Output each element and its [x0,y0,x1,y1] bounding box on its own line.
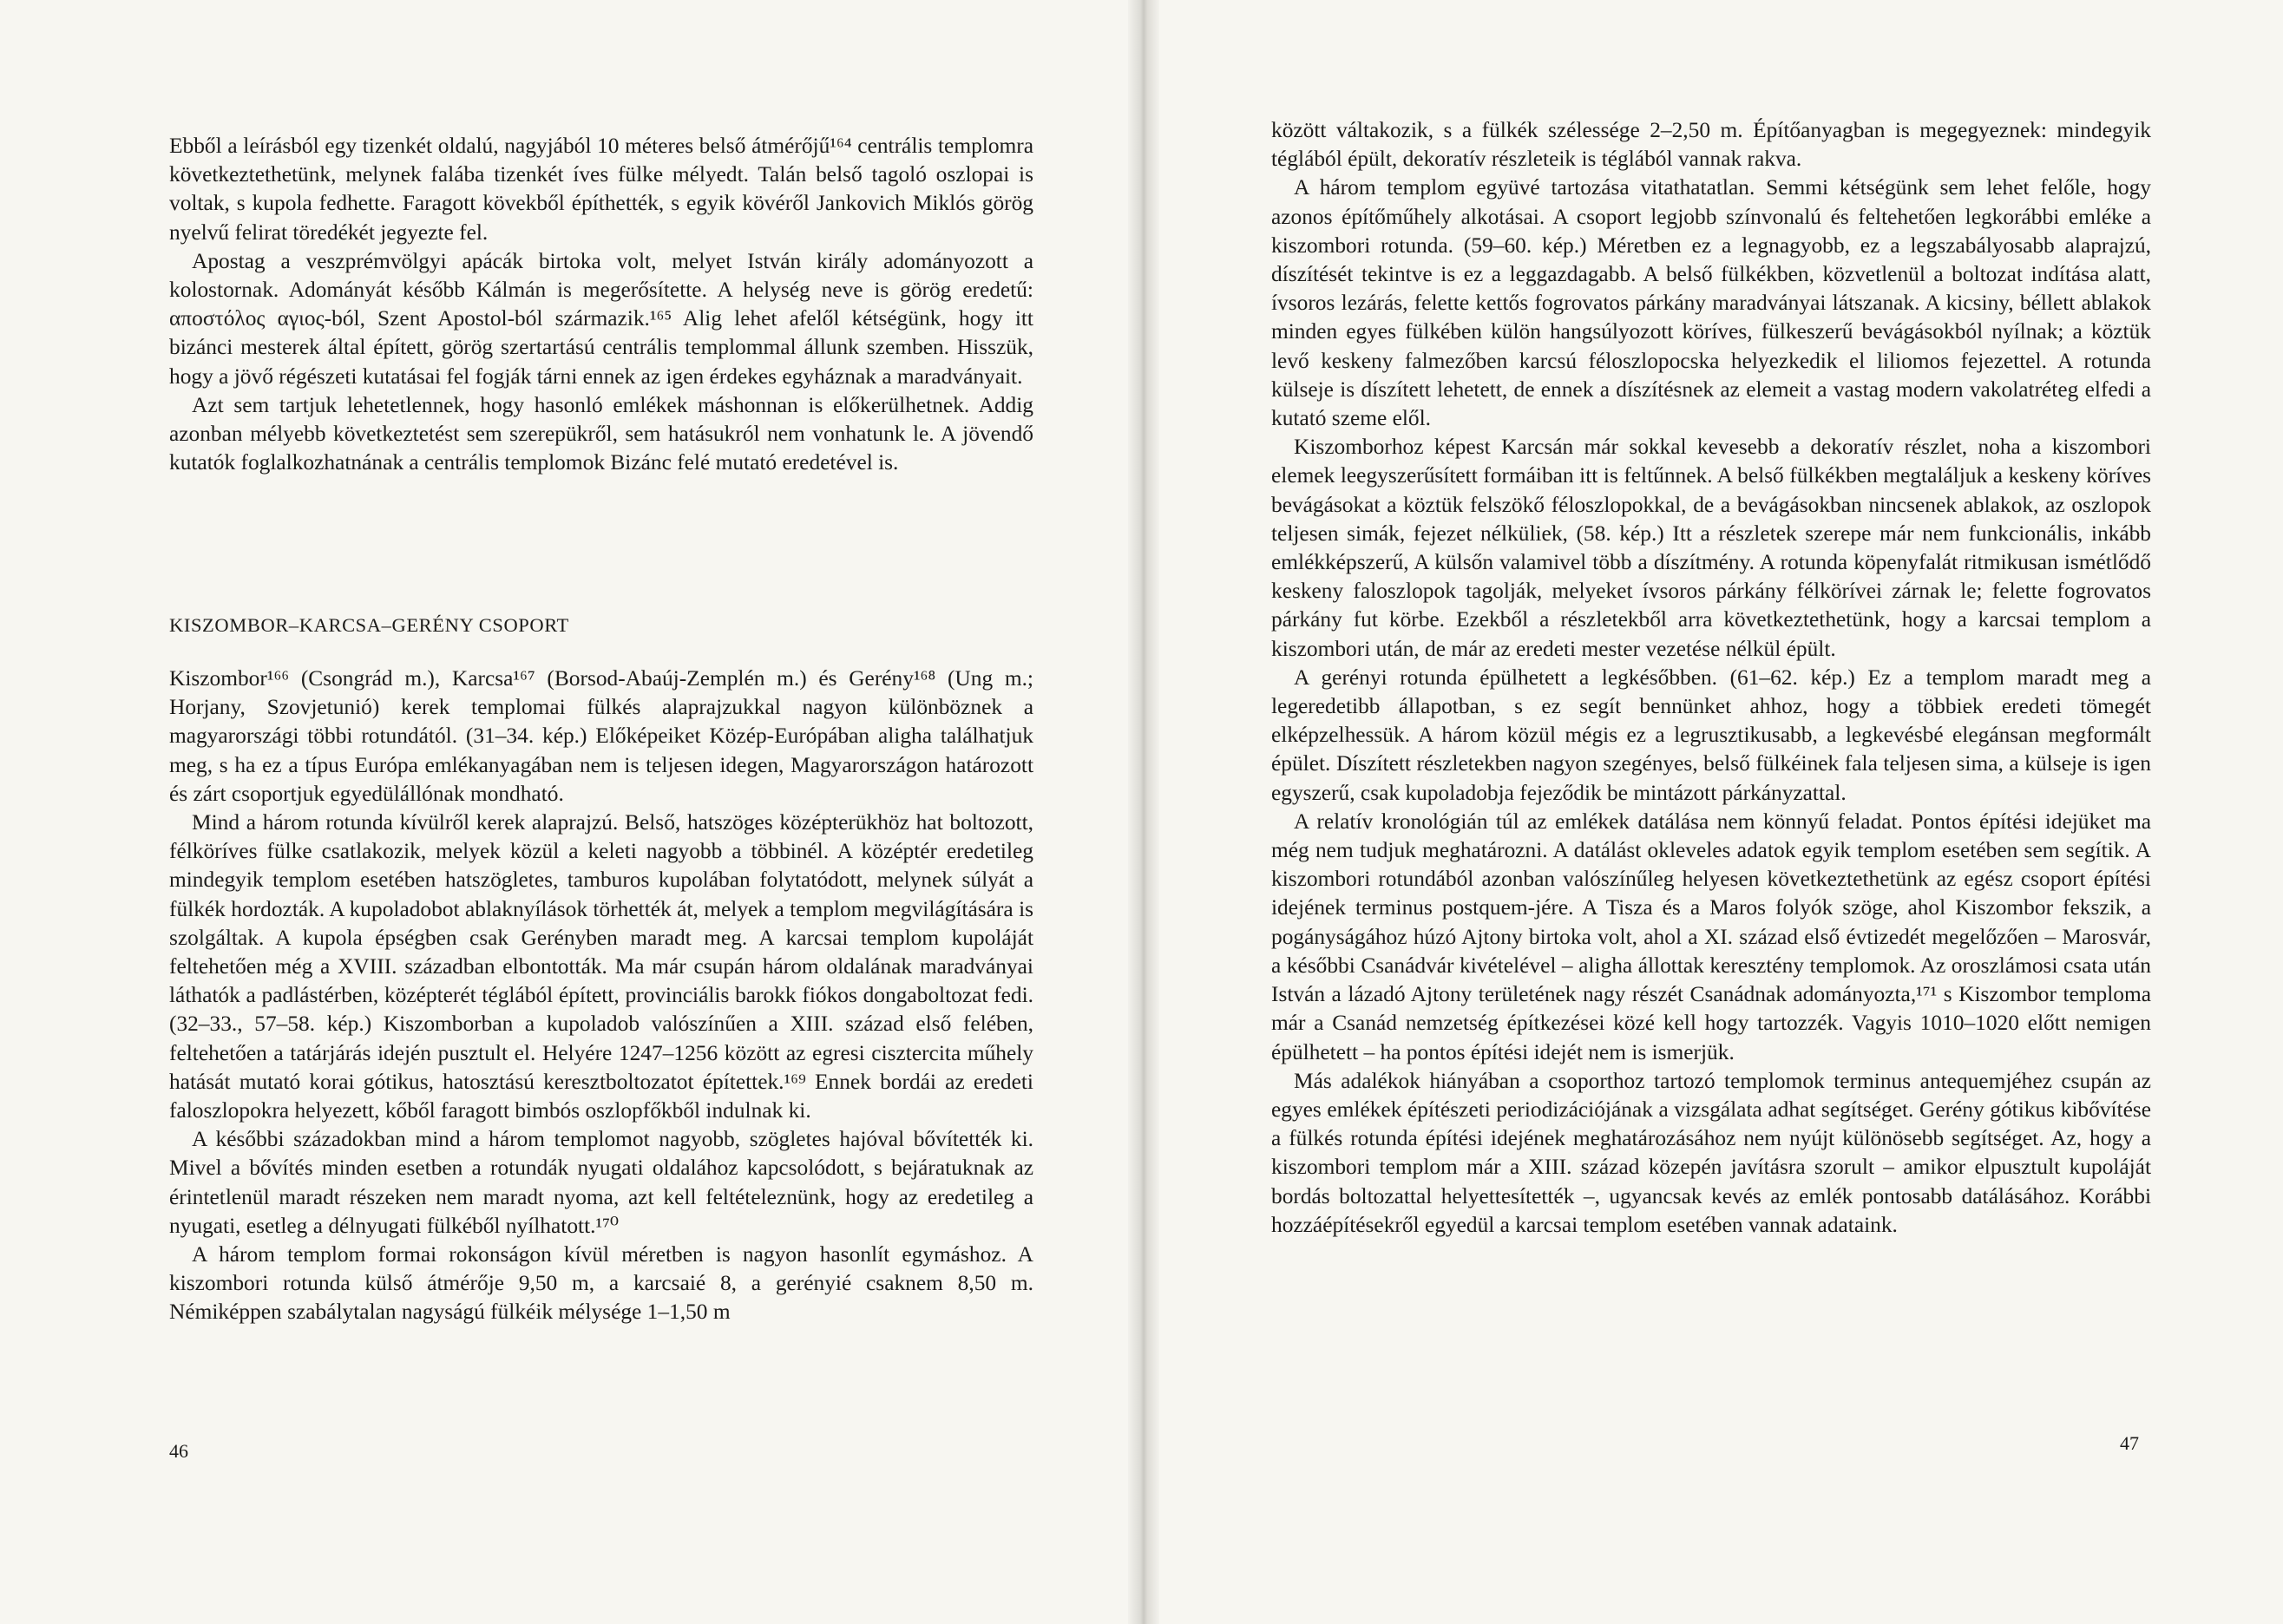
page-number-left: 46 [169,1440,188,1462]
paragraph: között váltakozik, s a fülkék szélessége 2–2,50 m. Építőanyagban is megegyeznek: mindegyik téglából épült, dekoratív részleteik is téglából vannak rakva. [1271,118,2151,172]
page-number-right: 47 [2120,1432,2139,1454]
paragraph: A három templom formai rokonságon kívül méretben is nagyon hasonlít egymáshoz. A kiszombori rotunda külső átmérője 9,50 m, a karcsaié 8, a gerényié csaknem 8,50 m. Némiképpen szabálytalan nagyságú fülkéik mélysége 1–1,50 m [169,1242,1033,1325]
paragraph: Mind a három rotunda kívülről kerek alaprajzú. Belső, hatszöges középterükhöz hat boltozott, félköríves fülke csatlakozik, melyek közül a keleti nagyobb a többinél. A középtér eredetileg mindegyik templom esetében hatszögletes, tamburos kupolában folytatódott, melynek súlyát a fülkék hordozták. A kupoladobot ablaknyílások törhették át, melyek a templom megvilágítására is szolgáltak. A kupola épségben csak Gerényben maradt meg. A karcsai templom kupoláját feltehetően még a XVIII. században elbontották. Ma már csupán három oldalának maradványai láthatók a padlástérben, középterét téglából épített, provinciális barokk fiókos dongaboltozat fedi. (32–33., 57–58. kép.) Kiszomborban a kupoladob valószínűen a XIII. század első felében, feltehetően a tatárjárás idején pusztult el. Helyére 1247–1256 között az egresi cisztercita műhely hatását mutató korai gótikus, hatosztású keresztboltozatot építettek.¹⁶⁹ Ennek bordái az eredeti faloszlopokra helyezett, kőből faragott bimbós oszlopfőkből indulnak ki. [169,810,1033,1123]
paragraph: A későbbi századokban mind a három templomot nagyobb, szögletes hajóval bővítették ki. Mivel a bővítés minden esetben a rotundák nyugati oldalához kapcsolódott, s bejáratuknak az érintetlenül maradt részeken nem maradt nyoma, azt kell feltételeznünk, hogy az eredetileg a nyugati, esetleg a délnyugati fülkéből nyílhatott.¹⁷⁰ [169,1127,1033,1238]
paragraph: Más adalékok hiányában a csoporthoz tartozó templomok terminus antequemjéhez csupán az egyes emlékek építészeti periodizációjának a vizsgálata adhat segítséget. Gerény gótikus kibővítése a fülkés rotunda építési idejének meghatározásához nem nyújt különösebb segítséget. Az, hogy a kiszombori templom már a XIII. század közepén javításra szorult – amikor elpusztult kupoláját bordás boltozattal helyettesítették –, ugyancsak kevés az emlék pontosabb datálásához. Korábbi hozzáépítésekről egyedül a karcsai templom esetében vannak adataink. [1271,1068,2151,1237]
paragraph: Apostag a veszprémvölgyi apácák birtoka volt, melyet István király adományozott a kolostornak. Adományát később Kálmán is megerősítette. A helység neve is görög eredetű: αποστόλος αγιος-ból, Szent Apostol-ból származik.¹⁶⁵ Alig lehet afelől kétségünk, hogy itt bizánci mesterek által épített, görög szertartású centrális templommal állunk szemben. Hisszük, hogy a jövő régészeti kutatásai fel fogják tárni ennek az igen érdekes egyháznak a maradványait. [169,248,1033,389]
paragraph: Azt sem tartjuk lehetetlennek, hogy hasonló emlékek máshonnan is előkerülhetnek. Addig azonban mélyebb következtetést sem szerepükről, sem hatásukról nem vonhatunk le. A jövendő kutatók foglalkozhatnának a centrális templomok Bizánc felé mutató eredetével is. [169,392,1033,475]
paragraph: A relatív kronológián túl az emlékek datálása nem könnyű feladat. Pontos építési idejüket ma még nem tudjuk meghatározni. A datálást okleveles adatok egyik templom esetében sem segítik. A kiszombori rotundából azonban valószínűleg helyesen következtethetünk az egész csoport építési idejének terminus postquem-jére. A Tisza és a Maros folyók szöge, ahol Kiszombor fekszik, a pogányságához húzó Ajtony birtoka volt, ahol a XI. század első évtizedét megelőzően – Marosvár, a későbbi Csanádvár kivételével – aligha állottak keresztény templomok. Az oroszlámosi csata után István a lázadó Ajtony területének nagy részét Csanádnak adományozta,¹⁷¹ s Kiszombor temploma már a Csanád nemzetség építkezései közé kell hogy tartozzék. Vagyis 1010–1020 előtt nemigen épülhetett – ha pontos építési idejét nem is ismerjük. [1271,809,2151,1064]
paragraph: Ebből a leírásból egy tizenkét oldalú, nagyjából 10 méteres belső átmérőjű¹⁶⁴ centrális templomra következtethetünk, melynek falába tizenkét íves fülke mélyedt. Talán belső tagoló oszlopai is voltak, s kupola fedhette. Faragott kövekből építhették, s egyik kövéről Jankovich Miklós görög nyelvű felirat töredékét jegyezte fel. [169,134,1033,245]
right-page [1144,0,2283,1624]
section-heading: KISZOMBOR–KARCSA–GERÉNY CSOPORT [169,614,569,636]
left-text-column-top [169,132,1033,477]
left-text-column-bottom [169,665,1033,1327]
right-text-column [1271,116,2151,1240]
paragraph: Kiszombor¹⁶⁶ (Csongrád m.), Karcsa¹⁶⁷ (Borsod-Abaúj-Zemplén m.) és Gerény¹⁶⁸ (Ung m.; Horjany, Szovjetunió) kerek templomai fülkés alaprajzukkal nagyon különböznek a magyarországi többi rotundától. (31–34. kép.) Előképeiket Közép-Európában aligha találhatjuk meg, s ha ez a típus Európa emlékanyagában nem is teljesen idegen, Magyarországon határozott és zárt csoportjuk egyedülállónak mondható. [169,666,1033,806]
paragraph: A három templom együvé tartozása vitathatatlan. Semmi kétségünk sem lehet felőle, hogy azonos építőműhely alkotásai. A csoport legjobb színvonalú és feltehetően legkorábbi emléke a kiszombori rotunda. (59–60. kép.) Méretben ez a legnagyobb, ez a legszabályosabb alaprajzú, díszítését tekintve is ez a leggazdagabb. A belső fülkékben, közvetlenül a boltozat indítása alatt, ívsoros lezárás, felette kettős fogrovatos párkány maradványai látszanak. A kicsiny, béllett ablakok minden egyes fülkében külön hangsúlyozott köríves, fülkeszerű bevágásokból nyílnak; a köztük levő keskeny falmezőben karcsú féloszlopocska helyezkedik el liliomos fejezettel. A rotunda külseje is díszített lehetett, de ennek a díszítésnek az elemeit a vastag modern vakolatréteg elfedi a kutató szeme elől. [1271,175,2151,431]
paragraph: A gerényi rotunda épülhetett a legkésőbben. (61–62. kép.) Ez a templom maradt meg a legeredetibb állapotban, s ez segít bennünket ahhoz, hogy a többiek eredeti tömegét elképzelhessük. A három közül mégis ez a legrusztikusabb, a legkevésbé elegánsan megformált épület. Díszített részletekben nagyon szegényes, belső fülkéinek fala teljesen sima, a külseje is igen egyszerű, csak kupoladobja fejeződik be mintázott párkányzattal. [1271,665,2151,805]
book-gutter [1128,0,1159,1624]
paragraph: Kiszomborhoz képest Karcsán már sokkal kevesebb a dekoratív részlet, noha a kiszombori elemek leegyszerűsített formáiban itt is feltűnnek. A belső fülkékben megtaláljuk a keskeny köríves bevágásokat a köztük felszökő féloszlopokkal, de a bevágásokban nincsenek ablakok, az oszlopok teljesen simák, fejezet nélküliek, (58. kép.) Itt a részletek szerepe már nem funkcionális, inkább emlékképszerű, A külsőn valamivel több a díszítmény. A rotunda köpenyfalát ritmikusan ismétlődő keskeny faloszlopok tagolják, melyeket ívsoros párkány félkörívei zárnak le; felette fogrovatos párkány fut körbe. Ezekből a részletekből arra következtethetünk, hogy a karcsai templom a kiszombori után, de már az eredeti mester vezetése nélkül épült. [1271,435,2151,661]
